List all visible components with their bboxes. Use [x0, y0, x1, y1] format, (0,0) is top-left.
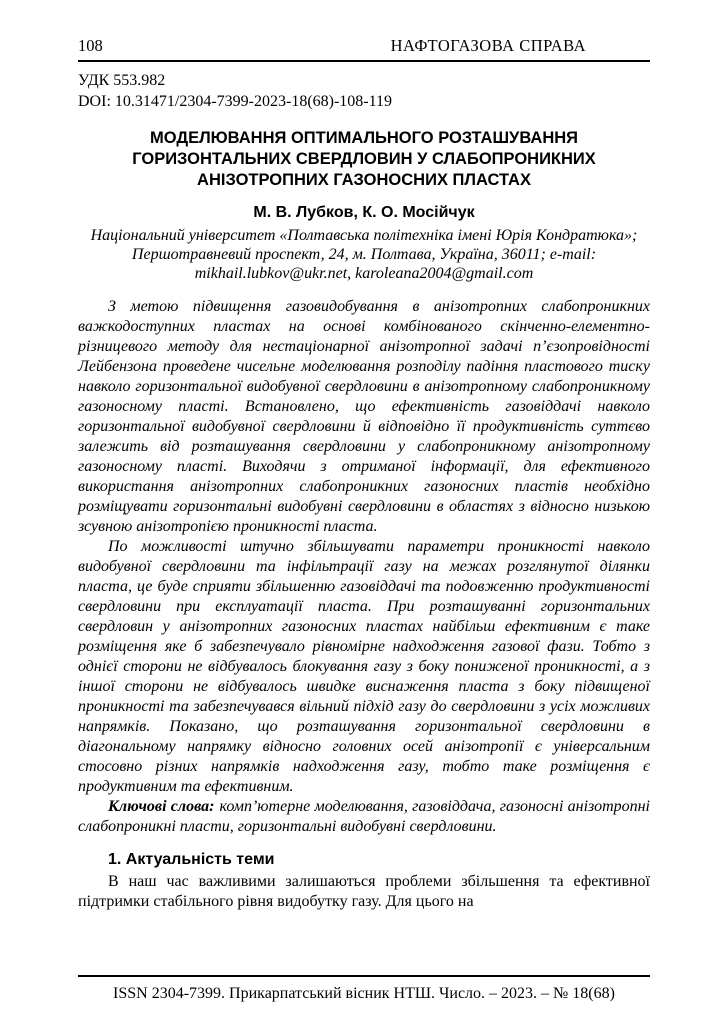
udk-code: УДК 553.982	[78, 72, 166, 89]
keywords-text: комп’ютерне моделювання, газовіддача, газоносні анізотропні слабопроникні пласти, горизонтальні видобувні свердловини.	[78, 798, 651, 835]
body-paragraph: В наш час важливими залишаються проблеми збільшення та ефективної підтримки стабільного рівня видобутку газу. Для цього на	[78, 873, 650, 910]
article-title: МОДЕЛЮВАННЯ ОПТИМАЛЬНОГО РОЗТАШУВАННЯ ГОРИЗОНТАЛЬНИХ СВЕРДЛОВИН У СЛАБОПРОНИКНИХ АНІЗОТРОПНИХ ГАЗОНОСНИХ ПЛАСТАХ	[132, 129, 596, 189]
article-meta	[78, 70, 650, 112]
keywords-label: Ключові слова:	[108, 798, 215, 815]
article-authors: М. В. Лубков, К. О. Мосійчук	[253, 204, 475, 221]
page-number: 108	[78, 36, 103, 55]
page-footer	[78, 975, 650, 1004]
section-heading: 1. Актуальність теми	[108, 851, 275, 868]
doi-line: DOI: 10.31471/2304-7399-2023-18(68)-108-119	[78, 93, 393, 110]
issn-line: ISSN 2304-7399. Прикарпатський вісник НТШ. Число. – 2023. – № 18(68)	[113, 985, 615, 1002]
abstract-paragraph: По можливості штучно збільшувати параметри проникності навколо видобувної свердловини та інфільтрації газу на межах розглянутої ділянки пласта, це буде сприяти збільшенню газовіддачі та подовженню продуктивності свердловини при експлуатації пласта. При розташуванні горизонтальних свердловин у анізотропних газоносних пластах найбільш ефективним є таке розміщення яке б забезпечувало рівномірне надходження газової фази. Тобто з однієї сторони не відбувалось блокування газу з боку пониженої проникності, а з іншої сторони не відбувалось швидке виснаження пласта з боку підвищеної проникності та забезпечувався вільний підхід газу до свердловини з усіх можливих напрямків. Показано, що розташування горизонтальної свердловини в діагональному напрямку відносно головних осей анізотропії є універсальним стосовно різних напрямків надходження газу, тобто таке розміщення є продуктивним та ефективним.	[78, 538, 650, 795]
article-affiliation: Національний університет «Полтавська політехніка імені Юрія Кондратюка»; Першотравневий проспект, 24, м. Полтава, Україна, 36011; e-mail: mikhail.lubkov@ukr.net, karoleana2004@gmail.com	[90, 227, 638, 282]
running-head	[78, 36, 650, 62]
abstract-paragraph: З метою підвищення газовидобування в анізотропних слабопроникних важкодоступних пластах на основі комбінованого скінченно-елементно-різницевого методу для нестаціонарної анізотропної задачі п’єзопровідності Лейбензона проведене чисельне моделювання розподілу падіння пластового тиску навколо горизонтальної видобувної свердловини в анізотропному слабопроникному газоносному пласті. Встановлено, що ефективність газовіддачі навколо горизонтальної видобувної свердловини й відповідно її продуктивність суттєво залежить від розташування свердловини у слабопроникному анізотропному газоносному пласті. Виходячи з отриманої інформації, для ефективного використання анізотропних слабопроникних газоносних пластів необхідно розміщувати горизонтальні видобувні свердловини в областях з відносно низькою зсувною анізотропією проникності пласта.	[78, 298, 650, 535]
running-title: НАФТОГАЗОВА СПРАВА	[390, 36, 586, 55]
abstract	[78, 297, 650, 837]
keywords-paragraph	[78, 797, 650, 837]
